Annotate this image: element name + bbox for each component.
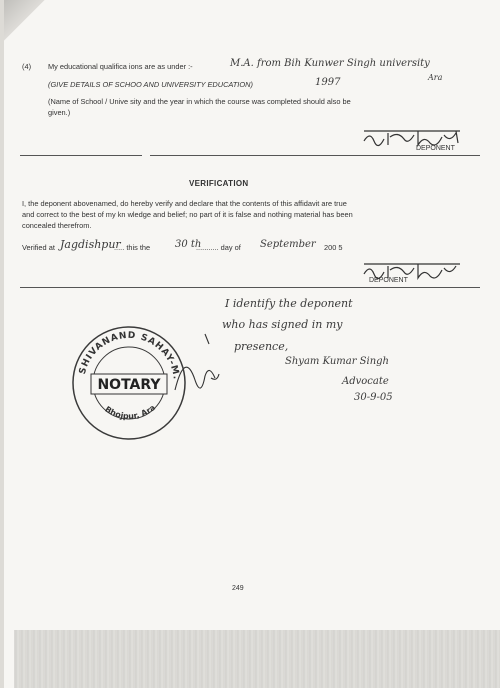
verification-heading: VERIFICATION bbox=[189, 179, 249, 188]
separator-bottom bbox=[20, 287, 480, 288]
verified-place: Jagdishpur bbox=[60, 238, 121, 251]
deponent-label-2: DEPONENT bbox=[369, 277, 408, 284]
item-number: (4) bbox=[22, 62, 32, 71]
page-number: 249 bbox=[232, 585, 244, 592]
notary-note-line6: 30-9-05 bbox=[354, 392, 393, 403]
verification-para-line2: and correct to the best of my kn wledge and belief; no part of it is false and nothing material has been bbox=[22, 210, 353, 219]
notary-note-line4: Shyam Kumar Singh bbox=[285, 356, 389, 367]
deponent-label-1: DEPONENT bbox=[416, 145, 455, 152]
qualification-instruction: (GIVE DETAILS OF SCHOO AND UNIVERSITY EDUCATION) bbox=[48, 80, 253, 89]
verified-at-label: Verified at bbox=[22, 243, 55, 252]
this-the-label: ..... this the bbox=[114, 243, 151, 252]
notary-note-line2: who has signed in my bbox=[222, 318, 343, 331]
qualification-label: My educational qualifica ions are as under :- bbox=[48, 62, 193, 71]
qualification-note-line1: (Name of School / Unive sity and the year in which the course was completed should also be bbox=[48, 97, 351, 106]
separator-left bbox=[20, 155, 142, 156]
day-of-label: ........... day of bbox=[196, 243, 241, 252]
notary-note-line5: Advocate bbox=[342, 376, 389, 387]
qualification-note-line2: given.) bbox=[48, 108, 71, 117]
notary-note-line3: presence, bbox=[234, 340, 289, 353]
verified-day: 30 th bbox=[175, 239, 202, 250]
notary-note-line1: I identify the deponent bbox=[225, 297, 353, 310]
qualification-year: 1997 bbox=[315, 77, 341, 88]
seal-center-text: NOTARY bbox=[97, 377, 161, 393]
qualification-answer: M.A. from Bih Kunwer Singh university bbox=[230, 58, 430, 69]
verification-para-line1: I, the deponent abovenamed, do hereby verify and declare that the contents of this affidavit are true bbox=[22, 199, 347, 208]
svg-text:SHIVANAND SAHAY-M. bbox=[78, 331, 181, 381]
page-corner-shadow bbox=[0, 0, 56, 42]
page-edge bbox=[0, 0, 4, 688]
seal-bottom-text: Bhojpur, Ara bbox=[103, 403, 158, 421]
svg-text:Bhojpur, Ara bbox=[103, 403, 157, 421]
scan-edge-bottom bbox=[14, 630, 500, 688]
notary-seal-icon bbox=[68, 322, 190, 444]
verified-year: 200 5 bbox=[324, 243, 343, 252]
seal-top-text: SHIVANAND SAHAY-M. bbox=[77, 330, 181, 381]
verified-month: September bbox=[260, 239, 316, 250]
separator-right bbox=[150, 155, 480, 156]
verification-para-line3: concealed therefrom. bbox=[22, 221, 92, 230]
qualification-answer-abbrev: Ara bbox=[428, 73, 443, 82]
